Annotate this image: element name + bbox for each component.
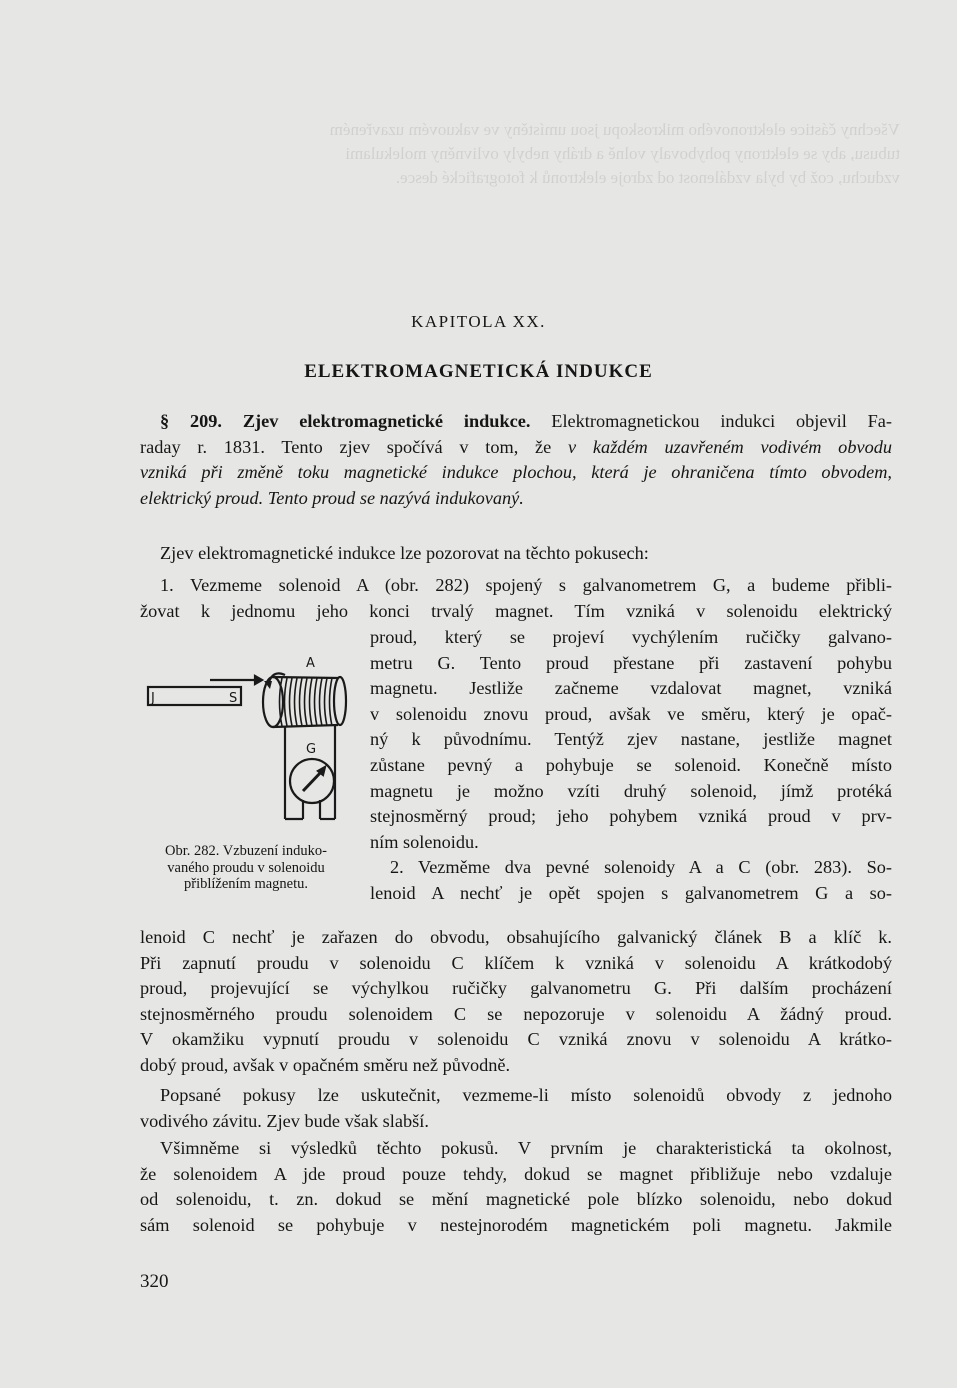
text-span: Elektromagnetickou indukci objevil Fa- [530, 411, 892, 431]
text-line: ním solenoidu. [370, 831, 479, 852]
text-span: raday r. 1831. Tento zjev spočívá v tom, že [140, 436, 569, 457]
text-line: Popsané pokusy lze uskutečnit, vezmeme-li místo solenoidů obvody z jednoho [160, 1085, 892, 1105]
page-number: 320 [140, 1271, 169, 1292]
text-line: sám solenoid se pohybuje v nestejnorodém magnetickém poli magnetu. Jakmile [140, 1214, 892, 1235]
bleed-through-text [120, 118, 900, 208]
figure-282 [140, 645, 365, 845]
experiment-1-paragraph [140, 573, 892, 624]
text-line: vodivého závitu. Zjev bude však slabší. [140, 1110, 429, 1131]
section-209-paragraph [140, 409, 892, 511]
intro-paragraph [140, 541, 892, 567]
text-line: stejnosměrný proud; jeho pohybem vzniká proud v prv- [370, 806, 892, 827]
text-line: od solenoidu, t. zn. dokud se mění magnetické pole blízko solenoidu, nebo dokud [140, 1189, 892, 1210]
paragraph-4 [140, 1136, 892, 1238]
text-line: V okamžiku vypnutí proudu v solenoidu C vzniká znovu v solenoidu A krátko- [140, 1029, 892, 1050]
text-line: proud, projevující se výchylkou ručičky galvanometru G. Při dalším procházení [140, 978, 892, 999]
magnet-bar [148, 687, 241, 705]
text-line: magnetu. Jestliže začneme vzdalovat magnet, vzniká [370, 678, 892, 699]
chapter-title: ELEKTROMAGNETICKÁ INDUKCE [304, 361, 653, 382]
text-line: v solenoidu znovu proud, avšak ve směru, který je opač- [370, 703, 892, 724]
caption-line: přiblížením magnetu. [183, 876, 309, 892]
italic-span: elektrický proud. Tento proud se nazývá indukovaný. [140, 487, 524, 508]
text-line: že solenoidem A jde proud pouze tehdy, dokud se magnet přibližuje nebo vzdaluje [140, 1163, 892, 1184]
solenoid-label: A [306, 656, 315, 671]
text-line: zůstane pevný a pohybuje se solenoid. Konečně místo [370, 754, 892, 775]
galvanometer-label: G [306, 742, 317, 757]
italic-span: v každém uzavřeném vodivém obvodu [568, 436, 892, 457]
text-line: 2. Vezměme dva pevné solenoidy A a C (obr. 283). So- [390, 857, 892, 878]
text-line [140, 460, 892, 486]
text-line: Všimněme si výsledků těchto pokusů. V prvním je charakteristická ta okolnost, [160, 1138, 892, 1158]
experiment-2-paragraph [140, 925, 892, 1079]
solenoid-galvanometer-diagram [140, 645, 365, 845]
text-line [140, 409, 892, 435]
section-number: § 209. [160, 411, 222, 431]
text-line: 1. Vezmeme solenoid A (obr. 282) spojený s galvanometrem G, a budeme přibli- [160, 575, 892, 595]
text-line: metru G. Tento proud přestane při zastavení pohybu [370, 652, 892, 673]
text-line: Zjev elektromagnetické indukce lze pozorovat na těchto pokusech: [160, 543, 649, 563]
bleed-line: tubusu, aby se elektrony pohybovaly volně a dráhy nebyly ovlivněny molekulami [345, 144, 900, 163]
bleed-line: vzduchu, což by byla vzdálenost od zdroje elektronů k fotografické desce. [395, 168, 900, 187]
text-line: magnetu je možno vzíti druhý solenoid, jímž protéká [370, 780, 892, 801]
experiment-1-narrow [370, 625, 892, 907]
text-line: ný k původnímu. Tentýž zjev nastane, jestliže magnet [370, 729, 892, 750]
text-line: lenoid A nechť je opět spojen s galvanometrem G a so- [370, 882, 892, 903]
section-heading: Zjev elektromagnetické indukce. [242, 411, 531, 431]
caption-line: vaného proudu v solenoidu [167, 859, 325, 876]
text-line: žovat k jednomu jeho konci trvalý magnet. Tím vzniká v solenoidu elektrický [140, 600, 892, 621]
text-line: Při zapnutí proudu v solenoidu C klíčem k vzniká v solenoidu A krátkodobý [140, 952, 892, 973]
paragraph-3 [140, 1083, 892, 1134]
bleed-line: Všechny částice elektronového mikroskopu jsou umístěny ve vakuovém uzavřeném [329, 120, 900, 139]
caption-line: Obr. 282. Vzbuzení induko- [164, 843, 328, 859]
chapter-label: KAPITOLA XX. [411, 312, 546, 331]
italic-span: vzniká při změně toku magnetické indukce plochou, která je ohraničena tímto obvodem, [140, 462, 892, 483]
text-line: stejnosměrného proudu solenoidem C se nepozoruje v solenoidu A žádný proud. [140, 1003, 892, 1024]
magnet-n-label: J [151, 691, 155, 706]
figure-caption [130, 843, 362, 893]
text-line: lenoid C nechť je zařazen do obvodu, obsahujícího galvanický článek B a klíč k. [140, 927, 892, 947]
text-line [140, 486, 892, 512]
text-line [140, 435, 892, 461]
text-line: proud, který se projeví vychýlením ručičky galvano- [370, 627, 892, 647]
text-line: dobý proud, avšak v opačném směru než původně. [140, 1054, 511, 1075]
magnet-s-label: S [229, 691, 238, 706]
